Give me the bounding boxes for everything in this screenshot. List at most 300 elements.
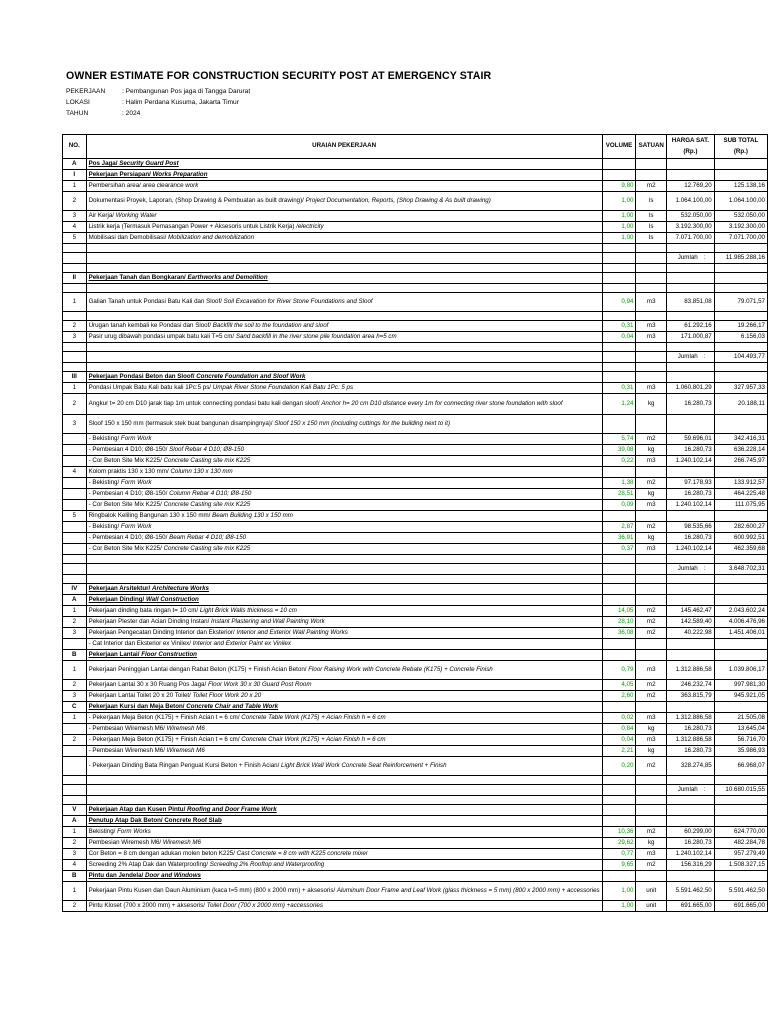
cell-satuan: m2	[636, 478, 667, 489]
cell-uraian	[86, 394, 602, 415]
jumlah-value: 104.493,77	[714, 352, 767, 363]
table-row	[63, 293, 768, 312]
uraian-id: Pekerjaan Pintu Kusen dan Daun Aluminium (kaca t=5 mm) (800 x 2000 mm) + aksesoris/	[88, 887, 336, 895]
cell-harga: 5.591.462,50	[667, 882, 715, 901]
cell-uraian	[86, 445, 602, 456]
cell-volume: 36,91	[602, 533, 636, 544]
section-row	[63, 584, 768, 595]
subtotal-row	[63, 253, 768, 264]
table-row	[63, 628, 768, 639]
uraian-id: Pekerjaan Atap dan Kusen Pintu/	[88, 806, 186, 814]
jumlah-label-cell	[667, 785, 715, 796]
table-row	[63, 901, 768, 912]
cell-volume	[602, 776, 636, 785]
blank-row	[63, 776, 768, 785]
cell-uraian	[86, 192, 602, 211]
cell-harga	[667, 702, 715, 713]
cell-total: 2.043.602,24	[714, 606, 767, 617]
uraian-en: Form Work	[120, 523, 152, 531]
uraian-en: Cast Concrete = 8 cm with K225 concrete mixer	[236, 850, 368, 858]
table-row	[63, 617, 768, 628]
cell-satuan: m2	[636, 434, 667, 445]
harga-line-1: HARGA SAT.	[671, 136, 709, 144]
subtotal-line-2: (Rp.)	[733, 147, 748, 155]
cell-satuan: m2	[636, 181, 667, 192]
cell-volume: 0,31	[602, 383, 636, 394]
cell-no: I	[63, 170, 87, 181]
cell-satuan: unit	[636, 901, 667, 912]
cell-harga: 12.769,20	[667, 181, 715, 192]
uraian-en: Door and Windows	[144, 872, 201, 880]
cell-harga	[667, 555, 715, 564]
cell-total: 266.745,97	[714, 456, 767, 467]
cell-satuan: kg	[636, 533, 667, 544]
cell-uraian	[86, 222, 602, 233]
table-row	[63, 511, 768, 522]
cell-uraian	[86, 816, 602, 827]
blank-row	[63, 284, 768, 293]
cell-harga: 1.064.100,00	[667, 192, 715, 211]
cell-no: II	[63, 273, 87, 284]
cell-volume	[602, 584, 636, 595]
cell-harga: 16.280,73	[667, 838, 715, 849]
table-row	[63, 691, 768, 702]
cell-volume	[602, 702, 636, 713]
cell-satuan: m2	[636, 757, 667, 776]
cell-no: 4	[63, 222, 87, 233]
cell-volume: 1,00	[602, 222, 636, 233]
cell-uraian	[86, 352, 602, 363]
subtotal-row	[63, 785, 768, 796]
cell-no: 3	[63, 415, 87, 434]
cell-total: 79.071,57	[714, 293, 767, 312]
cell-total: 20.188,11	[714, 394, 767, 415]
cell-uraian	[86, 606, 602, 617]
uraian-en: area clearance work	[142, 182, 199, 190]
cell-harga	[667, 816, 715, 827]
cell-total: 636.228,14	[714, 445, 767, 456]
cell-volume: 1,00	[602, 192, 636, 211]
jumlah-label-cell	[667, 564, 715, 575]
uraian-id: - Cor Beton Site Mix K225/	[88, 501, 162, 509]
jumlah-colon: :	[703, 254, 706, 262]
cell-total: 624.770,00	[714, 827, 767, 838]
cell-no	[63, 253, 87, 264]
jumlah-label: Jumlah	[677, 254, 698, 262]
cell-no: IV	[63, 584, 87, 595]
jumlah-label: Jumlah	[677, 786, 698, 794]
cell-harga: 1.240.102,14	[667, 849, 715, 860]
uraian-id: Listrik kerja (Termasuk Pemasangan Power + Aksesoris untuk Listrik Kerja)	[88, 223, 295, 231]
uraian-id: Pekerjaan Pondasi Beton dan Sloof/	[88, 373, 195, 381]
jumlah-label: Jumlah	[677, 353, 698, 361]
cell-uraian	[86, 724, 602, 735]
uraian-id: Pembersihan area/	[88, 182, 141, 190]
cell-harga	[667, 584, 715, 595]
cell-harga: 98.535,66	[667, 522, 715, 533]
cell-satuan: ls	[636, 233, 667, 244]
cell-satuan	[636, 284, 667, 293]
document-title: OWNER ESTIMATE FOR CONSTRUCTION SECURITY POST AT EMERGENCY STAIR	[66, 70, 492, 82]
cell-no	[63, 284, 87, 293]
cell-uraian	[86, 181, 602, 192]
cell-satuan: kg	[636, 838, 667, 849]
cell-harga	[667, 511, 715, 522]
uraian-en: Working Water	[115, 212, 157, 220]
cell-no: 4	[63, 860, 87, 871]
cell-uraian	[86, 321, 602, 332]
cell-harga: 83.851,08	[667, 293, 715, 312]
table-row	[63, 192, 768, 211]
cell-uraian	[86, 456, 602, 467]
cell-total: 7.071.700,00	[714, 233, 767, 244]
cell-harga	[667, 467, 715, 478]
table-body	[63, 159, 768, 912]
cell-volume	[602, 805, 636, 816]
col-header-harga	[667, 135, 715, 159]
table-row	[63, 489, 768, 500]
cell-harga: 142.589,40	[667, 617, 715, 628]
cell-satuan: m3	[636, 849, 667, 860]
cell-total: 462.359,68	[714, 544, 767, 555]
table-row	[63, 735, 768, 746]
uraian-id: Kolom praktis 130 x 130 mm/	[88, 468, 169, 476]
cell-harga: 145.462,47	[667, 606, 715, 617]
cell-volume	[602, 650, 636, 661]
cell-volume	[602, 159, 636, 170]
cell-no	[63, 785, 87, 796]
cell-uraian	[86, 805, 602, 816]
cell-harga	[667, 796, 715, 805]
uraian-id: Sloof 150 x 150 mm (termasuk stek buat bangunan disampingnya)/	[88, 420, 273, 428]
uraian-id: - Cor Beton Site Mix K225/	[88, 545, 162, 553]
cell-satuan	[636, 415, 667, 434]
cell-volume: 29,62	[602, 838, 636, 849]
section-row	[63, 871, 768, 882]
uraian-id: Mobilisasi dan Demobilisasi/	[88, 234, 167, 242]
uraian-en: Concrete Casting site mix K225	[163, 501, 251, 509]
cell-satuan: ls	[636, 222, 667, 233]
table-row	[63, 478, 768, 489]
uraian-en: Light Brick Wall Work Concrete Seat Reinforcement + Finish	[281, 762, 447, 770]
cell-uraian	[86, 882, 602, 901]
cell-total: 5.591.462,50	[714, 882, 767, 901]
uraian-en: Interior and Exterior Paint ex Vinilex	[192, 640, 291, 648]
cell-volume: 2,87	[602, 522, 636, 533]
cell-satuan	[636, 372, 667, 383]
uraian-en: Light Brick Walls thickness = 10 cm	[199, 607, 297, 615]
table-row	[63, 500, 768, 511]
cell-volume: 2,21	[602, 746, 636, 757]
cell-satuan: m3	[636, 544, 667, 555]
cell-uraian	[86, 796, 602, 805]
cell-no	[63, 533, 87, 544]
blank-row	[63, 575, 768, 584]
cell-uraian	[86, 363, 602, 372]
cell-no: 3	[63, 332, 87, 343]
uraian-en: Roofing and Door Frame Work	[187, 806, 277, 814]
uraian-id: Pekerjaan Tanah dan Bongkaran/	[88, 274, 186, 282]
cell-satuan: m2	[636, 860, 667, 871]
cell-uraian	[86, 467, 602, 478]
cell-harga: 691.665,00	[667, 901, 715, 912]
cell-no: 3	[63, 691, 87, 702]
uraian-en: Wall Construction	[146, 596, 199, 604]
blank-row	[63, 555, 768, 564]
blank-row	[63, 244, 768, 253]
uraian-id: - Pekerjaan Dinding Bata Ringan Penguat Kursi Beton + Finish Acian/	[88, 762, 280, 770]
cell-no	[63, 489, 87, 500]
table-row	[63, 222, 768, 233]
uraian-id: Cor Beton = 8 cm dengan adukan molen beton K225/	[88, 850, 235, 858]
cell-total: 600.992,51	[714, 533, 767, 544]
table-row	[63, 849, 768, 860]
uraian-en: Toilet Floor Work 20 x 20	[192, 692, 262, 700]
cell-no: 2	[63, 617, 87, 628]
cell-satuan	[636, 555, 667, 564]
uraian-id: - Pembesian 4 D10; Ø8-150/	[88, 534, 168, 542]
uraian-id: Galian Tanah untuk Pondasi Batu Kali dan Sloof/	[88, 298, 222, 306]
uraian-en: Sand backfill in the river stone pile foundation area h=5 cm	[235, 333, 397, 341]
cell-volume: 4,05	[602, 680, 636, 691]
cell-uraian	[86, 564, 602, 575]
cell-total	[714, 343, 767, 352]
cell-no: 2	[63, 192, 87, 211]
cell-satuan: m3	[636, 456, 667, 467]
cell-total	[714, 796, 767, 805]
cell-satuan: m3	[636, 383, 667, 394]
cell-harga	[667, 639, 715, 650]
cell-uraian	[86, 639, 602, 650]
cell-uraian	[86, 785, 602, 796]
uraian-id: Pondasi Umpak Batu Kali batu kali 1Pc:5 ps/	[88, 384, 212, 392]
cell-volume: 2,60	[602, 691, 636, 702]
cell-total: 997.981,30	[714, 680, 767, 691]
cell-total: 3.192.300,00	[714, 222, 767, 233]
cell-total: 35.986,93	[714, 746, 767, 757]
uraian-en: Floor Construction	[141, 651, 197, 659]
cell-uraian	[86, 533, 602, 544]
cell-volume: 0,09	[602, 500, 636, 511]
cell-volume	[602, 264, 636, 273]
table-row	[63, 533, 768, 544]
uraian-en: Interior and Exterior Wall Painting Works	[236, 629, 348, 637]
cell-uraian	[86, 746, 602, 757]
meta-lokasi	[66, 99, 239, 106]
cell-volume: 1,00	[602, 901, 636, 912]
cell-no: 2	[63, 394, 87, 415]
cell-uraian	[86, 293, 602, 312]
cell-no	[63, 343, 87, 352]
uraian-id: Screeding 2% Atap Dak dan Waterproofing/	[88, 861, 209, 869]
meta-value: : Pembangunan Pos jaga di Tangga Darurat	[122, 88, 251, 95]
jumlah-label-cell	[667, 253, 715, 264]
cell-total	[714, 244, 767, 253]
uraian-en: Concrete Table Work (K175) + Acian Finish h = 6 cm	[241, 714, 386, 722]
col-header-satuan: SATUAN	[636, 135, 667, 159]
cell-volume: 0,77	[602, 849, 636, 860]
uraian-id: Angkur t= 20 cm D10 jarak tiap 1m untuk connecting pondasi batu kali dengan sloof/	[88, 400, 320, 408]
jumlah-label: Jumlah	[677, 565, 698, 573]
cell-harga: 16.280,73	[667, 489, 715, 500]
cell-no: C	[63, 702, 87, 713]
cell-total: 482.284,78	[714, 838, 767, 849]
cell-volume	[602, 871, 636, 882]
uraian-id: Pintu dan Jendela/	[88, 872, 144, 880]
uraian-id: Pekerjaan Arsitektur/	[88, 585, 151, 593]
cell-harga: 16.280,73	[667, 394, 715, 415]
cell-no: B	[63, 871, 87, 882]
uraian-en: Wiremesh M6	[162, 839, 201, 847]
cell-uraian	[86, 757, 602, 776]
cell-total: 13.645,04	[714, 724, 767, 735]
cell-volume: 39,08	[602, 445, 636, 456]
table-row	[63, 522, 768, 533]
cell-uraian	[86, 849, 602, 860]
cell-total	[714, 363, 767, 372]
cell-harga: 1.240.102,14	[667, 544, 715, 555]
cell-satuan: ls	[636, 211, 667, 222]
cell-no	[63, 555, 87, 564]
blank-row	[63, 264, 768, 273]
cell-no: 1	[63, 713, 87, 724]
cell-volume	[602, 363, 636, 372]
cell-uraian	[86, 233, 602, 244]
uraian-id: Ringbalok Keliling Bangunan 130 x 150 mm/	[88, 512, 211, 520]
cell-total	[714, 467, 767, 478]
cell-uraian	[86, 617, 602, 628]
cell-volume: 0,22	[602, 456, 636, 467]
cell-volume	[602, 796, 636, 805]
cell-volume: 28,10	[602, 617, 636, 628]
blank-row	[63, 796, 768, 805]
uraian-en: Aluminum Door Frame and Leaf Work (glass thickness = 5 mm) (800 x 2000 mm) + accessories	[336, 887, 600, 895]
cell-satuan	[636, 595, 667, 606]
cell-volume	[602, 511, 636, 522]
blank-row	[63, 343, 768, 352]
cell-harga: 171.000,87	[667, 332, 715, 343]
blank-row	[63, 312, 768, 321]
cell-harga: 7.071.700,00	[667, 233, 715, 244]
cell-total: 66.968,07	[714, 757, 767, 776]
cell-no: 1	[63, 181, 87, 192]
cell-total	[714, 575, 767, 584]
cell-satuan	[636, 785, 667, 796]
cell-total: 282.600,27	[714, 522, 767, 533]
cell-volume: 5,74	[602, 434, 636, 445]
cell-harga: 16.280,73	[667, 445, 715, 456]
cell-total	[714, 372, 767, 383]
cell-uraian	[86, 713, 602, 724]
cell-volume	[602, 785, 636, 796]
cell-satuan: m2	[636, 680, 667, 691]
jumlah-label-cell	[667, 352, 715, 363]
harga-line-2: (Rp.)	[683, 147, 698, 155]
uraian-en: Beam Rebar 4 D10; Ø8-150	[169, 534, 247, 542]
cell-harga	[667, 776, 715, 785]
cell-harga: 60.299,00	[667, 827, 715, 838]
cell-volume	[602, 284, 636, 293]
cell-no	[63, 746, 87, 757]
cell-satuan	[636, 639, 667, 650]
cell-harga: 1.060.801,29	[667, 383, 715, 394]
uraian-en: Wiremesh M6	[166, 747, 205, 755]
cell-volume	[602, 244, 636, 253]
cell-volume	[602, 343, 636, 352]
cell-total: 19.266,17	[714, 321, 767, 332]
cell-uraian	[86, 343, 602, 352]
cell-total	[714, 639, 767, 650]
cell-total: 691.665,00	[714, 901, 767, 912]
uraian-id: Air Kerja/	[88, 212, 115, 220]
cell-harga: 16.280,73	[667, 746, 715, 757]
section-row	[63, 805, 768, 816]
cell-no: B	[63, 650, 87, 661]
cell-harga	[667, 264, 715, 273]
cell-no: 2	[63, 735, 87, 746]
cell-harga	[667, 273, 715, 284]
cell-no	[63, 478, 87, 489]
table-row	[63, 882, 768, 901]
cell-satuan: m2	[636, 522, 667, 533]
table-row	[63, 332, 768, 343]
cell-no: A	[63, 595, 87, 606]
meta-label: TAHUN	[66, 110, 89, 117]
cell-total	[714, 312, 767, 321]
table-row	[63, 181, 768, 192]
cell-volume: 0,94	[602, 293, 636, 312]
section-row	[63, 273, 768, 284]
cell-no	[63, 312, 87, 321]
cell-uraian	[86, 284, 602, 293]
cell-volume	[602, 467, 636, 478]
jumlah-colon: :	[703, 565, 706, 573]
table-row	[63, 713, 768, 724]
cell-no: 3	[63, 211, 87, 222]
meta-tahun	[66, 110, 140, 117]
cell-no	[63, 434, 87, 445]
jumlah-value: 11.985.288,16	[714, 253, 767, 264]
cell-total: 1.508.327,15	[714, 860, 767, 871]
cell-total: 133.912,57	[714, 478, 767, 489]
cell-harga	[667, 244, 715, 253]
cell-harga: 16.280,73	[667, 533, 715, 544]
table-row	[63, 544, 768, 555]
cell-uraian	[86, 500, 602, 511]
cell-uraian	[86, 415, 602, 434]
uraian-en: Concrete Chair Work (K175) + Acian Finish h = 6 cm	[241, 736, 386, 744]
cell-total: 945.921,05	[714, 691, 767, 702]
table-row	[63, 211, 768, 222]
cell-uraian	[86, 273, 602, 284]
cell-total	[714, 511, 767, 522]
uraian-id: - Pekerjaan Meja Beton (K175) + Finish Acian t = 6 cm/	[88, 714, 240, 722]
cell-volume	[602, 555, 636, 564]
cell-harga: 40.222,98	[667, 628, 715, 639]
cell-volume: 1,38	[602, 478, 636, 489]
cell-volume: 0,31	[602, 321, 636, 332]
cell-no: 1	[63, 827, 87, 838]
cell-total: 4.006.476,96	[714, 617, 767, 628]
uraian-en: /electricity	[296, 223, 324, 231]
cell-satuan: m3	[636, 735, 667, 746]
table-row	[63, 680, 768, 691]
cell-satuan: m2	[636, 691, 667, 702]
table-row	[63, 606, 768, 617]
section-row	[63, 170, 768, 181]
cell-satuan	[636, 253, 667, 264]
uraian-id: Pekerjaan Dinding/	[88, 596, 145, 604]
